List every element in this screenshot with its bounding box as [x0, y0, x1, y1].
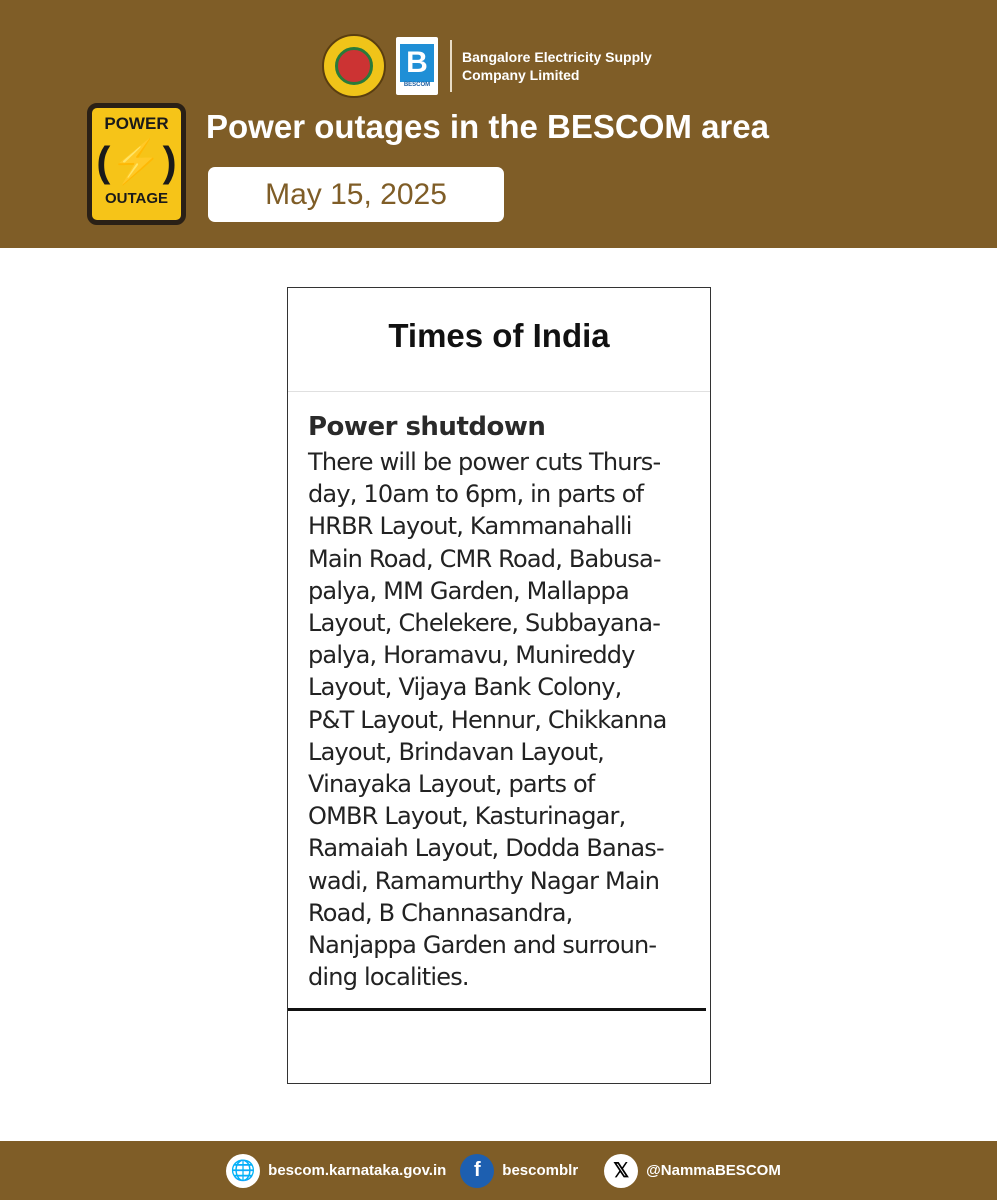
- article-line: There will be power cuts Thurs-: [308, 448, 661, 476]
- facebook-link[interactable]: [460, 1154, 578, 1188]
- twitter-link[interactable]: [604, 1154, 781, 1188]
- news-clipping-card: [287, 287, 711, 1084]
- footer: [0, 1141, 997, 1200]
- badge-top-text: POWER: [104, 114, 169, 133]
- article-line: P&T Layout, Hennur, Chikkanna: [308, 705, 667, 734]
- article-headline: Power shutdown: [308, 412, 546, 442]
- divider: [450, 40, 452, 92]
- website-text: bescom.karnataka.gov.in: [268, 1162, 447, 1179]
- article-line: OMBR Layout, Kasturinagar,: [308, 802, 626, 831]
- page-title: Power outages in the BESCOM area: [206, 108, 769, 145]
- article-line: day, 10am to 6pm, in parts of: [308, 480, 644, 509]
- date-label: May 15, 2025: [208, 167, 504, 222]
- badge-bottom-text: OUTAGE: [104, 190, 169, 207]
- bescom-logo: B BESCOM: [396, 37, 438, 95]
- lightning-bolt-icon: (⚡): [96, 138, 177, 185]
- article-body: [308, 446, 667, 993]
- article-line: wadi, Ramamurthy Nagar Main: [308, 866, 660, 895]
- article-line: Layout, Chelekere, Subbayana-: [308, 609, 661, 638]
- newspaper-name: Times of India: [288, 288, 710, 392]
- company-name: [462, 48, 652, 84]
- divider: [288, 1008, 706, 1011]
- power-outage-badge: [87, 103, 186, 225]
- logos: [322, 34, 652, 98]
- article-line: Ramaiah Layout, Dodda Banas-: [308, 834, 664, 863]
- article-line: ding localities.: [308, 963, 469, 992]
- x-icon: 𝕏: [604, 1154, 638, 1188]
- facebook-handle: bescomblr: [502, 1162, 579, 1179]
- twitter-handle: @NammaBESCOM: [646, 1162, 781, 1179]
- company-line-2: Company Limited: [462, 67, 580, 83]
- article-line: Vinayaka Layout, parts of: [308, 770, 595, 799]
- globe-icon: 🌐: [226, 1154, 260, 1188]
- article-line: Main Road, CMR Road, Babusa-: [308, 544, 661, 573]
- article-line: Layout, Brindavan Layout,: [308, 737, 604, 766]
- website-link[interactable]: [226, 1154, 446, 1188]
- article-line: palya, MM Garden, Mallappa: [308, 576, 629, 605]
- article-line: Nanjappa Garden and surroun-: [308, 931, 657, 960]
- header-banner: [0, 0, 997, 248]
- article-line: Road, B Channasandra,: [308, 898, 573, 927]
- article-line: palya, Horamavu, Munireddy: [308, 641, 635, 670]
- karnataka-seal-logo: [322, 34, 386, 98]
- company-line-1: Bangalore Electricity Supply: [462, 49, 652, 65]
- article-line: HRBR Layout, Kammanahalli: [308, 512, 632, 541]
- facebook-icon: f: [460, 1154, 494, 1188]
- article-line: Layout, Vijaya Bank Colony,: [308, 673, 622, 702]
